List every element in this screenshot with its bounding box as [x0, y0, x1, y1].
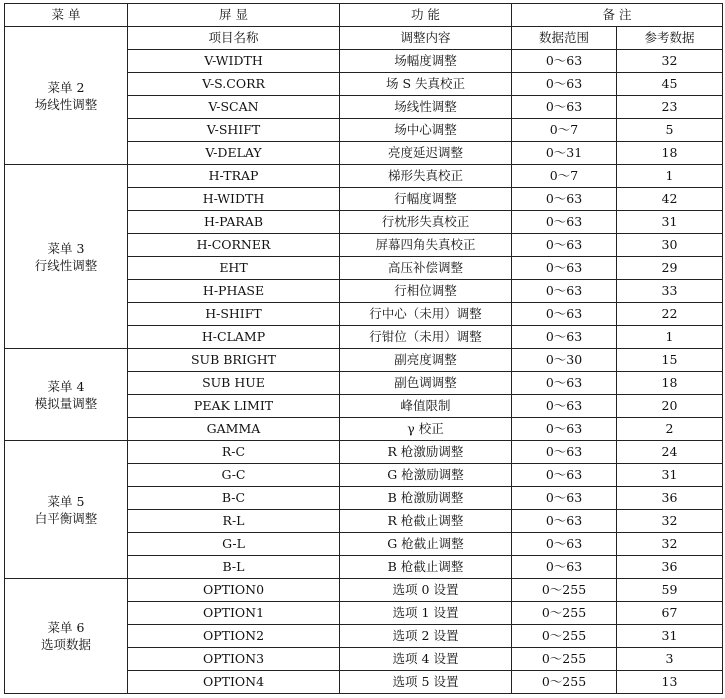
- ref-data-cell: 1: [617, 326, 723, 349]
- item-name-cell: H-CORNER: [128, 234, 340, 257]
- function-cell: 场中心调整: [340, 119, 512, 142]
- ref-data-cell: 31: [617, 625, 723, 648]
- function-cell: 屏幕四角失真校正: [340, 234, 512, 257]
- table-body: [5, 27, 723, 694]
- ref-data-cell: 15: [617, 349, 723, 372]
- function-cell: γ 校正: [340, 418, 512, 441]
- data-range-cell: 0～63: [512, 50, 617, 73]
- function-cell: 选项 5 设置: [340, 671, 512, 694]
- menu-title: 场线性调整: [34, 96, 98, 112]
- item-name-cell: GAMMA: [128, 418, 340, 441]
- data-range-cell: 0～30: [512, 349, 617, 372]
- function-cell: 峰值限制: [340, 395, 512, 418]
- item-name-cell: R-C: [128, 441, 340, 464]
- menu-title: 白平衡调整: [34, 510, 98, 526]
- function-cell: 亮度延迟调整: [340, 142, 512, 165]
- item-name-cell: V-DELAY: [128, 142, 340, 165]
- item-name-cell: G-C: [128, 464, 340, 487]
- menu-number: 菜单 5: [47, 493, 85, 509]
- function-cell: 场幅度调整: [340, 50, 512, 73]
- ref-data-cell: 2: [617, 418, 723, 441]
- item-name-cell: OPTION2: [128, 625, 340, 648]
- function-cell: 行幅度调整: [340, 188, 512, 211]
- table-row: [5, 579, 723, 602]
- data-range-cell: 0～63: [512, 234, 617, 257]
- ref-data-cell: 20: [617, 395, 723, 418]
- item-name-cell: R-L: [128, 510, 340, 533]
- ref-data-cell: 3: [617, 648, 723, 671]
- menu-title: 选项数据: [40, 637, 91, 652]
- data-range-cell: 0～31: [512, 142, 617, 165]
- function-cell: 场线性调整: [340, 96, 512, 119]
- function-cell: 行枕形失真校正: [340, 211, 512, 234]
- menu-title: 行线性调整: [34, 257, 98, 273]
- function-cell: 副亮度调整: [340, 349, 512, 372]
- function-cell: 场 S 失真校正: [340, 73, 512, 96]
- table-header-row: [5, 4, 723, 27]
- ref-data-cell: 42: [617, 188, 723, 211]
- data-range-cell: 0～255: [512, 671, 617, 694]
- data-range-cell: 0～63: [512, 303, 617, 326]
- item-name-cell: PEAK LIMIT: [128, 395, 340, 418]
- data-range-cell: 0～63: [512, 556, 617, 579]
- function-cell: B 枪激励调整: [340, 487, 512, 510]
- data-range-cell: 0～63: [512, 188, 617, 211]
- ref-data-cell: 18: [617, 372, 723, 395]
- header-display: 屏 显: [128, 4, 340, 27]
- function-cell: 高压补偿调整: [340, 257, 512, 280]
- function-cell: R 枪截止调整: [340, 510, 512, 533]
- function-cell: 选项 1 设置: [340, 602, 512, 625]
- data-range-cell: 0～63: [512, 257, 617, 280]
- function-cell: B 枪截止调整: [340, 556, 512, 579]
- function-cell: 梯形失真校正: [340, 165, 512, 188]
- function-cell: R 枪激励调整: [340, 441, 512, 464]
- data-range-cell: 0～63: [512, 464, 617, 487]
- menu-group-label: [5, 579, 128, 694]
- ref-data-cell: 1: [617, 165, 723, 188]
- ref-data-cell: 29: [617, 257, 723, 280]
- subheader-item-name: 项目名称: [128, 27, 340, 50]
- ref-data-cell: 13: [617, 671, 723, 694]
- menu-group-label: [5, 165, 128, 349]
- function-cell: 行中心（未用）调整: [340, 303, 512, 326]
- ref-data-cell: 22: [617, 303, 723, 326]
- menu-group-label: [5, 27, 128, 165]
- data-range-cell: 0～7: [512, 119, 617, 142]
- item-name-cell: V-WIDTH: [128, 50, 340, 73]
- ref-data-cell: 18: [617, 142, 723, 165]
- data-range-cell: 0～255: [512, 648, 617, 671]
- item-name-cell: H-PHASE: [128, 280, 340, 303]
- ref-data-cell: 36: [617, 556, 723, 579]
- subheader-data-range: 数据范围: [512, 27, 617, 50]
- ref-data-cell: 30: [617, 234, 723, 257]
- data-range-cell: 0～63: [512, 487, 617, 510]
- ref-data-cell: 31: [617, 464, 723, 487]
- table-row: [5, 441, 723, 464]
- ref-data-cell: 59: [617, 579, 723, 602]
- ref-data-cell: 24: [617, 441, 723, 464]
- function-cell: 选项 0 设置: [340, 579, 512, 602]
- item-name-cell: OPTION1: [128, 602, 340, 625]
- data-range-cell: 0～63: [512, 326, 617, 349]
- ref-data-cell: 36: [617, 487, 723, 510]
- item-name-cell: H-TRAP: [128, 165, 340, 188]
- ref-data-cell: 23: [617, 96, 723, 119]
- function-cell: 行相位调整: [340, 280, 512, 303]
- item-name-cell: EHT: [128, 257, 340, 280]
- menu-number: 菜单 3: [47, 240, 85, 256]
- item-name-cell: SUB HUE: [128, 372, 340, 395]
- menu-number: 菜单 4: [47, 378, 85, 394]
- table-row: [5, 349, 723, 372]
- item-name-cell: V-S.CORR: [128, 73, 340, 96]
- data-range-cell: 0～63: [512, 441, 617, 464]
- item-name-cell: H-CLAMP: [128, 326, 340, 349]
- data-range-cell: 0～63: [512, 510, 617, 533]
- data-range-cell: 0～7: [512, 165, 617, 188]
- data-range-cell: 0～255: [512, 579, 617, 602]
- menu-number: 菜单 6: [47, 620, 85, 635]
- function-cell: G 枪激励调整: [340, 464, 512, 487]
- function-cell: 选项 2 设置: [340, 625, 512, 648]
- menu-group-label: [5, 441, 128, 579]
- item-name-cell: V-SHIFT: [128, 119, 340, 142]
- function-cell: 选项 4 设置: [340, 648, 512, 671]
- item-name-cell: OPTION0: [128, 579, 340, 602]
- function-cell: 副色调调整: [340, 372, 512, 395]
- service-menu-table: [4, 3, 723, 694]
- data-range-cell: 0～255: [512, 625, 617, 648]
- item-name-cell: OPTION4: [128, 671, 340, 694]
- table-row: [5, 165, 723, 188]
- data-range-cell: 0～63: [512, 418, 617, 441]
- subheader-row: [5, 27, 723, 50]
- header-function: 功 能: [340, 4, 512, 27]
- data-range-cell: 0～63: [512, 96, 617, 119]
- ref-data-cell: 33: [617, 280, 723, 303]
- menu-number: 菜单 2: [47, 79, 85, 95]
- function-cell: 行钳位（未用）调整: [340, 326, 512, 349]
- data-range-cell: 0～255: [512, 602, 617, 625]
- function-cell: G 枪截止调整: [340, 533, 512, 556]
- menu-group-label: [5, 349, 128, 441]
- ref-data-cell: 5: [617, 119, 723, 142]
- item-name-cell: OPTION3: [128, 648, 340, 671]
- ref-data-cell: 45: [617, 73, 723, 96]
- item-name-cell: B-L: [128, 556, 340, 579]
- item-name-cell: V-SCAN: [128, 96, 340, 119]
- item-name-cell: H-WIDTH: [128, 188, 340, 211]
- subheader-ref-data: 参考数据: [617, 27, 723, 50]
- item-name-cell: G-L: [128, 533, 340, 556]
- item-name-cell: H-SHIFT: [128, 303, 340, 326]
- data-range-cell: 0～63: [512, 395, 617, 418]
- ref-data-cell: 32: [617, 50, 723, 73]
- header-menu: 菜 单: [5, 4, 128, 27]
- menu-title: 模拟量调整: [34, 395, 98, 411]
- item-name-cell: H-PARAB: [128, 211, 340, 234]
- ref-data-cell: 32: [617, 533, 723, 556]
- data-range-cell: 0～63: [512, 211, 617, 234]
- header-remarks: 备 注: [512, 4, 723, 27]
- ref-data-cell: 31: [617, 211, 723, 234]
- subheader-adjust-content: 调整内容: [340, 27, 512, 50]
- item-name-cell: SUB BRIGHT: [128, 349, 340, 372]
- ref-data-cell: 32: [617, 510, 723, 533]
- data-range-cell: 0～63: [512, 372, 617, 395]
- ref-data-cell: 67: [617, 602, 723, 625]
- data-range-cell: 0～63: [512, 73, 617, 96]
- data-range-cell: 0～63: [512, 280, 617, 303]
- data-range-cell: 0～63: [512, 533, 617, 556]
- item-name-cell: B-C: [128, 487, 340, 510]
